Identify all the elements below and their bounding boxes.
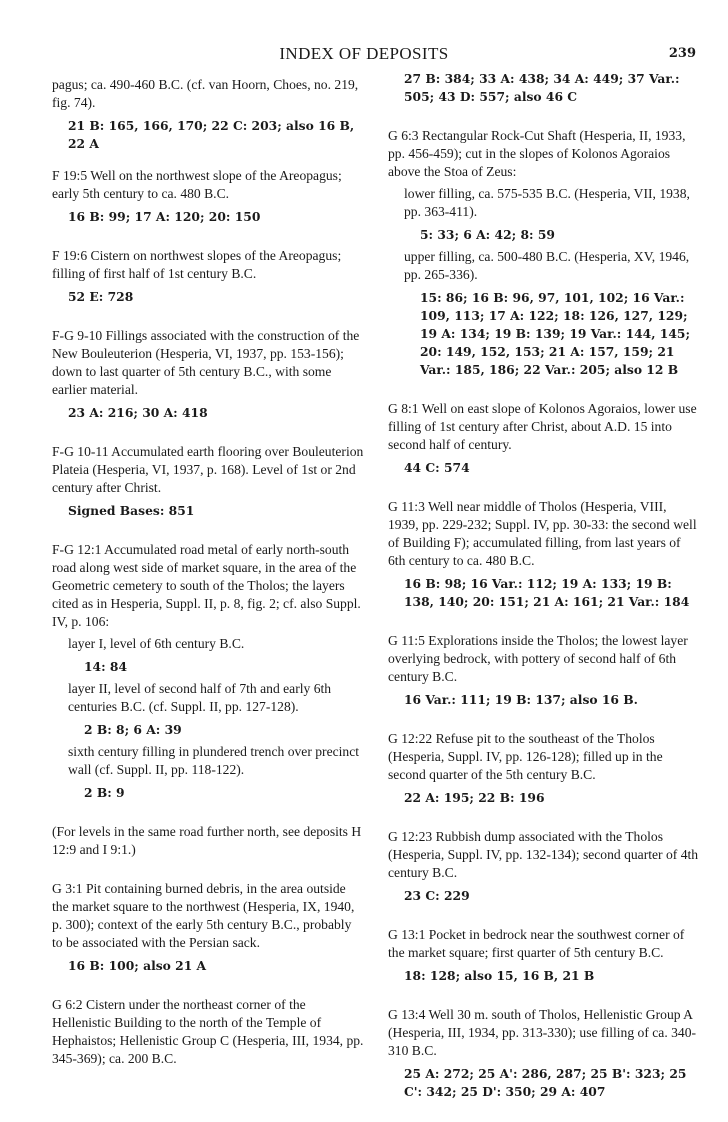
- deposit-entry: [52, 823, 364, 859]
- deposit-entry: [388, 498, 700, 611]
- deposit-entry: [52, 76, 364, 153]
- entry-references: 27 B: 384; 33 A: 438; 34 A: 449; 37 Var.: 505; 43 D: 557; also 46 C: [404, 71, 680, 104]
- deposit-entry: [388, 400, 700, 477]
- entry-references: 18: 128; also 15, 16 B, 21 B: [404, 968, 595, 983]
- entry-references: Signed Bases: 851: [68, 503, 195, 518]
- entry-references: 14: 84: [84, 659, 128, 674]
- deposit-entry: [388, 127, 700, 379]
- entry-text: G 12:23 Rubbish dump associated with the Tholos (Hesperia, Suppl. IV, pp. 132-134); second quarter of 4th century B.C.: [388, 829, 699, 880]
- entry-subitem: upper filling, ca. 500-480 B.C. (Hesperia, XV, 1946, pp. 265-336).: [404, 249, 690, 282]
- entry-references: 23 C: 229: [404, 888, 470, 903]
- entry-references: 16 B: 100; also 21 A: [68, 958, 207, 973]
- entry-subitem: layer I, level of 6th century B.C.: [68, 636, 245, 651]
- entry-text: F 19:6 Cistern on northwest slopes of the Areopagus; filling of first half of 1st century B.C.: [52, 248, 342, 281]
- entry-references: 25 A: 272; 25 A': 286, 287; 25 B': 323; 25 C': 342; 25 D': 350; 29 A: 407: [404, 1066, 687, 1099]
- page-number: 239: [668, 46, 696, 61]
- entry-subitem: layer II, level of second half of 7th and early 6th centuries B.C. (cf. Suppl. II, pp. 127-128).: [68, 681, 332, 714]
- entry-references: 2 B: 8; 6 A: 39: [84, 722, 182, 737]
- deposit-entry: [52, 996, 364, 1068]
- entry-references: 5: 33; 6 A: 42; 8: 59: [420, 227, 555, 242]
- entry-text: F-G 10-11 Accumulated earth flooring over Bouleuterion Plateia (Hesperia, VI, 1937, p. 168). Level of 1st or 2nd century after Christ.: [52, 444, 364, 495]
- entry-references: 16 Var.: 111; 19 B: 137; also 16 B.: [404, 692, 638, 707]
- deposit-entry: [52, 167, 364, 226]
- entry-references: 22 A: 195; 22 B: 196: [404, 790, 545, 805]
- entry-text: G 12:22 Refuse pit to the southeast of the Tholos (Hesperia, Suppl. IV, pp. 126-128); filled up in the second quarter of the 5th century B.C.: [388, 731, 663, 782]
- entry-references: 16 B: 99; 17 A: 120; 20: 150: [68, 209, 261, 224]
- running-header-title: INDEX OF DEPOSITS: [279, 44, 449, 63]
- entry-references: 52 E: 728: [68, 289, 134, 304]
- entry-text: G 6:2 Cistern under the northeast corner of the Hellenistic Building to the north of the Temple of Hephaistos; Hellenistic Group C (Hesperia, III, 1934, pp. 345-369); ca. 200 B.C.: [52, 997, 364, 1066]
- deposit-entry: [52, 880, 364, 975]
- entry-text: G 13:4 Well 30 m. south of Tholos, Hellenistic Group A (Hesperia, III, 1934, pp. 313-330); use filling of ca. 340-310 B.C.: [388, 1007, 697, 1058]
- entry-text: F-G 9-10 Fillings associated with the construction of the New Bouleuterion (Hesperia, VI, 1937, pp. 153-156); down to last quarter of 5th century B.C., with some earlier material.: [52, 328, 360, 397]
- deposit-entry: [388, 1006, 700, 1101]
- entry-references: 16 B: 98; 16 Var.: 112; 19 A: 133; 19 B: 138, 140; 20: 151; 21 A: 161; 21 Var.: 184: [404, 576, 690, 609]
- deposit-entry: [388, 632, 700, 709]
- entry-text: G 8:1 Well on east slope of Kolonos Agoraios, lower use filling of 1st century after Christ, about A.D. 15 into second half of century.: [388, 401, 697, 452]
- entry-subitem: sixth century filling in plundered trench over precinct wall (cf. Suppl. II, pp. 118-122).: [68, 744, 360, 777]
- entry-text: F-G 12:1 Accumulated road metal of early north-south road along west side of market square, in the area of the Geometric cemetery to south of the Tholos; the layers cited as in Hesperia, Suppl. II, p. 8, fig. 2; cf. also Suppl. IV, p. 106:: [52, 542, 361, 629]
- deposit-entry: [388, 70, 700, 106]
- entry-text: G 3:1 Pit containing burned debris, in the area outside the market square to the northwest (Hesperia, IX, 1940, p. 300); context of the early 5th century B.C., probably to be associated with the Persian sack.: [52, 881, 355, 950]
- deposit-entry: [52, 541, 364, 802]
- deposit-entry: [388, 828, 700, 905]
- deposit-entry: [52, 443, 364, 520]
- entry-text: G 6:3 Rectangular Rock-Cut Shaft (Hesperia, II, 1933, pp. 456-459); cut in the slopes of Kolonos Agoraios above the Stoa of Zeus:: [388, 128, 686, 179]
- entry-references: 2 B: 9: [84, 785, 125, 800]
- entry-references: 44 C: 574: [404, 460, 470, 475]
- deposit-entry: [52, 327, 364, 422]
- entry-text: pagus; ca. 490-460 B.C. (cf. van Hoorn, Choes, no. 219, fig. 74).: [52, 77, 359, 110]
- deposit-entry: [52, 247, 364, 306]
- deposit-entry: [388, 926, 700, 985]
- entry-text: G 11:5 Explorations inside the Tholos; the lowest layer overlying bedrock, with pottery of second half of 6th century B.C.: [388, 633, 688, 684]
- entry-references: 15: 86; 16 B: 96, 97, 101, 102; 16 Var.: 109, 113; 17 A: 122; 18: 126, 127, 129; 19 A: 134; 19 B: 139; 19 Var.: 144, 145; 20: 149, 152, 153; 21 A: 157, 159; 21 Var.: 185, 186; 22 Var.: 205; also 12 B: [420, 290, 691, 377]
- entry-text: G 13:1 Pocket in bedrock near the southwest corner of the market square; first quarter of 5th century B.C.: [388, 927, 685, 960]
- right-column: [388, 71, 700, 1122]
- entry-subitem: lower filling, ca. 575-535 B.C. (Hesperia, VII, 1938, pp. 363-411).: [404, 186, 690, 219]
- deposit-entry: [388, 730, 700, 807]
- left-column: [52, 76, 364, 1089]
- entry-text: F 19:5 Well on the northwest slope of the Areopagus; early 5th century to ca. 480 B.C.: [52, 168, 342, 201]
- entry-text: (For levels in the same road further north, see deposits H 12:9 and I 9:1.): [52, 824, 362, 857]
- entry-references: 23 A: 216; 30 A: 418: [68, 405, 208, 420]
- entry-references: 21 B: 165, 166, 170; 22 C: 203; also 16 B, 22 A: [68, 118, 355, 151]
- entry-text: G 11:3 Well near middle of Tholos (Hesperia, VIII, 1939, pp. 229-232; Suppl. IV, pp. 30-33: the second well of Building F); accumulated filling, from last years of 6th century to ca. 480 B.C.: [388, 499, 697, 568]
